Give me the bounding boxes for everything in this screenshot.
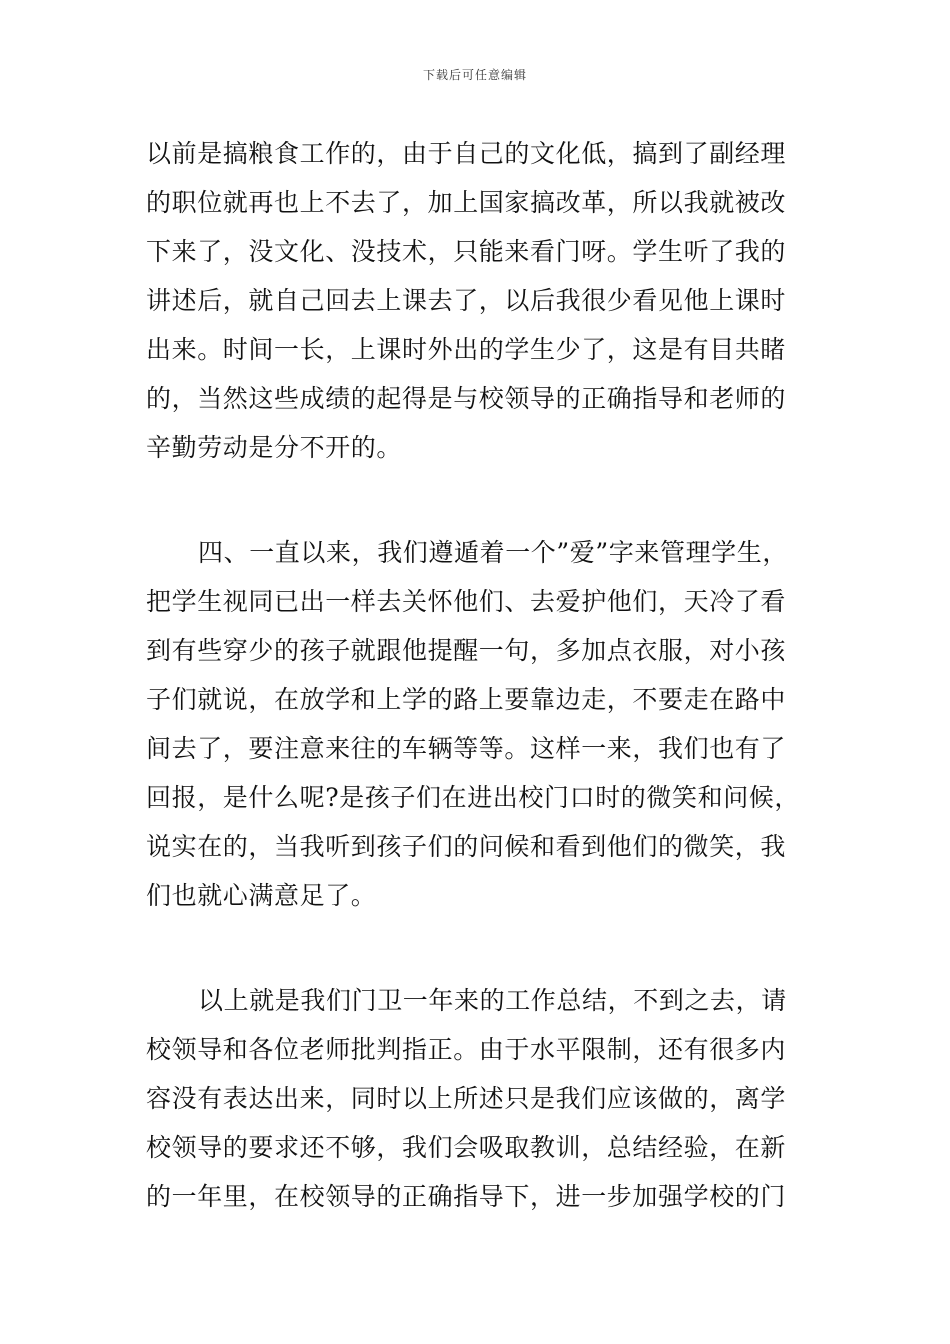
- paragraph-1-line-2: 的职位就再也上不去了，加上国家搞改革，所以我就被改: [146, 188, 787, 217]
- paragraph-3-line-4: 校领导的要求还不够，我们会吸取教训，总结经验，在新: [146, 1133, 787, 1162]
- paragraph-2-line-7: 说实在的，当我听到孩子们的问候和看到他们的微笑，我: [146, 832, 787, 861]
- paragraph-1-line-6: 的，当然这些成绩的起得是与校领导的正确指导和老师的: [146, 384, 787, 413]
- paragraph-2-line-5: 间去了，要注意来往的车辆等等。这样一来，我们也有了: [146, 734, 787, 763]
- paragraph-1-line-3: 下来了，没文化、没技术，只能来看门呀。学生听了我的: [146, 237, 787, 266]
- paragraph-1-line-5: 出来。时间一长，上课时外出的学生少了，这是有目共睹: [146, 335, 787, 364]
- page-header: 下载后可任意编辑: [422, 68, 527, 82]
- paragraph-1-line-1: 以前是搞粮食工作的，由于自己的文化低，搞到了副经理: [146, 139, 787, 168]
- paragraph-3-line-5: 的一年里，在校领导的正确指导下，进一步加强学校的门: [146, 1182, 787, 1211]
- paragraph-2-line-2: 把学生视同已出一样去关怀他们、去爱护他们，天冷了看: [146, 587, 787, 616]
- paragraph-2-line-8: 们也就心满意足了。: [146, 881, 377, 910]
- paragraph-2-line-3: 到有些穿少的孩子就跟他提醒一句，多加点衣服，对小孩: [146, 636, 787, 665]
- paragraph-2-line-4: 子们就说，在放学和上学的路上要靠边走，不要走在路中: [146, 685, 787, 714]
- paragraph-3-line-3: 容没有表达出来，同时以上所述只是我们应该做的，离学: [146, 1084, 787, 1113]
- paragraph-3-line-1: 以上就是我们门卫一年来的工作总结，不到之去，请: [198, 986, 787, 1015]
- paragraph-1-line-7: 辛勤劳动是分不开的。: [146, 433, 403, 462]
- paragraph-3-line-2: 校领导和各位老师批判指正。由于水平限制，还有很多内: [146, 1035, 787, 1064]
- paragraph-2-line-6: 回报，是什么呢?是孩子们在进出校门口时的微笑和问候，: [146, 783, 801, 812]
- paragraph-2-line-1: 四、一直以来，我们遵遁着一个”爱”字来管理学生，: [198, 538, 788, 567]
- paragraph-1-line-4: 讲述后，就自己回去上课去了，以后我很少看见他上课时: [146, 286, 787, 315]
